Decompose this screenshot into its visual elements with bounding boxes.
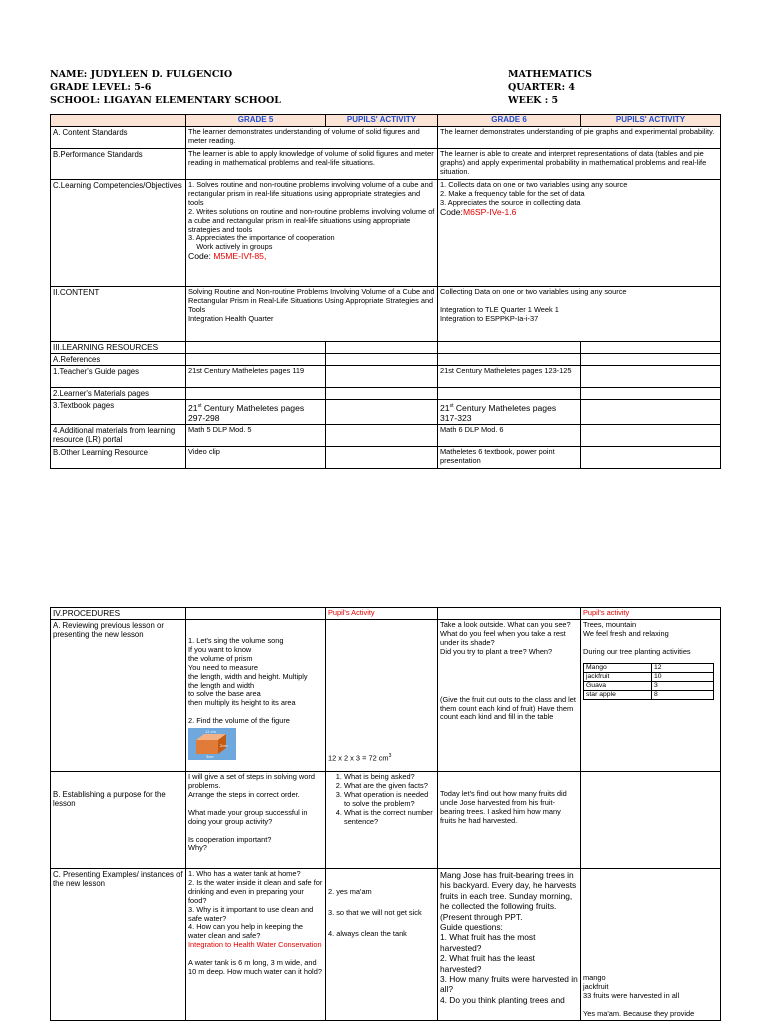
competency-line: 2. Writes solutions on routine and non-routine problems involving volume of a cube and rectangular prism in real-life situations using appropriate strategies and tools bbox=[188, 206, 435, 234]
content-row bbox=[51, 287, 721, 342]
pupil-activity-cell: 2. yes ma'am 3. so that we will not get sick 4. always clean the tank bbox=[326, 869, 438, 1021]
competency-code: M6SP-IVe-1.6 bbox=[462, 206, 517, 217]
pupil-activity-cell bbox=[326, 772, 438, 869]
row-label: B. Establishing a purpose for the lesson bbox=[51, 772, 186, 869]
competency-code: M5ME-IVf-85, bbox=[213, 251, 267, 262]
pupils-activity-header-5: Pupil's Activity bbox=[326, 608, 438, 620]
competencies-row bbox=[51, 180, 721, 287]
grade5-cell: 1. Let's sing the volume song If you want to know the volume of prism You need to measure the length, width and height. Multiply the length and width to solve the base area then multiply its height to its area 2. Find the volume of the figure 12 cm 2cm 3cm bbox=[186, 620, 326, 772]
fruit-row: Guava 3 bbox=[584, 681, 714, 690]
pupil-activity-cell: 12 x 2 x 3 = 72 $cm^3$ bbox=[326, 620, 438, 772]
competency-line: 3. Appreciates the source in collecting data bbox=[440, 197, 581, 207]
pupils-activity-header-5: PUPILS' ACTIVITY bbox=[326, 115, 438, 127]
competency-line: 3. Appreciates the importance of cooperation bbox=[188, 233, 335, 243]
row-label: A. Content Standards bbox=[51, 127, 186, 149]
textbook-pages: 297-298 bbox=[188, 412, 220, 423]
teacher-info bbox=[50, 68, 281, 107]
grade5-cell bbox=[186, 287, 438, 342]
content-line: Solving Routine and Non-routine Problems Involving Volume of a Cube and Rectangular Prism in Real-Life Situations Using Appropriate Strategies and Tools bbox=[188, 287, 435, 314]
week: WEEK : 5 bbox=[508, 95, 559, 106]
additional-materials-row bbox=[51, 425, 721, 447]
procedures-header: IV.PROCEDURES bbox=[51, 608, 186, 620]
competency-line: 1. Solves routine and non-routine problems involving volume of a cube and rectangular prism in real-life situations using appropriate strategies and tools bbox=[188, 180, 433, 207]
grade6-cell: Math 6 DLP Mod. 6 bbox=[438, 425, 581, 447]
procedures-table bbox=[50, 607, 721, 1021]
content-standards-row bbox=[51, 127, 721, 149]
grade5-cell: The learner demonstrates understanding of volume of solid figures and meter reading. bbox=[186, 127, 438, 149]
fruit-row: Mango 12 bbox=[584, 663, 714, 672]
fruit-row: star apple 8 bbox=[584, 690, 714, 699]
svg-text:12 cm: 12 cm bbox=[205, 730, 216, 735]
grade5-cell: I will give a set of steps in solving word problems. Arrange the steps in correct order. What made your group successful in doing your group activity? Is cooperation important? Why? bbox=[186, 772, 326, 869]
textbook-pages: 317-323 bbox=[440, 412, 472, 423]
health-integration-note: Integration to Health Water Conservation bbox=[188, 940, 322, 950]
code-label: Code: bbox=[440, 206, 463, 217]
grade6-cell: Mang Jose has fruit-bearing trees in his backyard. Every day, he harvests fruits in each tree. Sunday morning, he collected the following fruits. (Present through PPT. Guide questions: 1. What fruit has the most harvested? 2. What fruit has the least harvested? 3. How many fruits were harvested in all? 4. Do you think planting trees and bbox=[438, 869, 581, 1021]
grade6-cell bbox=[438, 180, 721, 287]
grade6-cell: Today let's find out how many fruits did uncle Jose harvested from his fruit-bearing trees. I asked him how many fruits he had harvested. bbox=[438, 772, 581, 869]
performance-standards-row bbox=[51, 149, 721, 180]
grade5-cell: The learner is able to apply knowledge of volume of solid figures and meter reading in mathematical problems and real-life situations. bbox=[186, 149, 438, 180]
grade6-cell: Take a look outside. What can you see? What do you feel when you take a rest under its shade? Did you try to plant a tree? When? (Give the fruit cut outs to the class and let them count each kind of fruit) Have them count each kind and fill in the table bbox=[438, 620, 581, 772]
grade6-cell bbox=[438, 287, 721, 342]
pupil-activity-cell: mango jackfruit 33 fruits were harvested in all Yes ma'am. Because they provide bbox=[581, 869, 721, 1021]
presenting-row bbox=[51, 869, 721, 1021]
fruit-frequency-table bbox=[583, 663, 714, 700]
school-name: SCHOOL: LIGAYAN ELEMENTARY SCHOOL bbox=[50, 95, 281, 106]
row-label: III.LEARNING RESOURCES bbox=[51, 342, 186, 354]
grade5-cell: Math 5 DLP Mod. 5 bbox=[186, 425, 326, 447]
code-label: Code: bbox=[188, 251, 214, 262]
grade5-cell: 21st Century Matheletes pages 119 bbox=[186, 366, 326, 388]
grade-level: GRADE LEVEL: 5-6 bbox=[50, 82, 152, 93]
volume-answer: 12 x 2 x 3 = 72 cm bbox=[328, 753, 389, 763]
grade5-header: GRADE 5 bbox=[186, 115, 326, 127]
row-label: B.Performance Standards bbox=[51, 149, 186, 180]
references-row bbox=[51, 354, 721, 366]
row-label: 2.Learner's Materials pages bbox=[51, 388, 186, 400]
other-resources-row bbox=[51, 447, 721, 469]
row-label: C. Presenting Examples/ instances of the new lesson bbox=[51, 869, 186, 1021]
textbook-row bbox=[51, 400, 721, 425]
competency-line: 1. Collects data on one or two variables using any source bbox=[440, 180, 628, 189]
content-line: Collecting Data on one or two variables using any source bbox=[440, 287, 627, 296]
purpose-row bbox=[51, 772, 721, 869]
grade5-cell: 21st Century Matheletes pages 297-298 bbox=[186, 400, 326, 425]
grade6-cell: Matheletes 6 textbook, power point presentation bbox=[438, 447, 581, 469]
quarter: QUARTER: 4 bbox=[508, 82, 575, 93]
svg-text:3cm: 3cm bbox=[206, 755, 214, 760]
pupils-activity-header-6: PUPILS' ACTIVITY bbox=[581, 115, 721, 127]
row-label: A. Reviewing previous lesson or presenting the new lesson bbox=[51, 620, 186, 772]
grade5-cell bbox=[186, 180, 438, 287]
grade6-cell: 21st Century Matheletes pages 123-125 bbox=[438, 366, 581, 388]
svg-text:2cm: 2cm bbox=[220, 744, 228, 749]
teacher-name: NAME: JUDYLEEN D. FULGENCIO bbox=[50, 69, 233, 80]
row-label: B.Other Learning Resource bbox=[51, 447, 186, 469]
content-line: Integration Health Quarter bbox=[188, 313, 274, 323]
grade5-cell: Video clip bbox=[186, 447, 326, 469]
content-line: Integration to TLE Quarter 1 Week 1 bbox=[440, 304, 559, 314]
row-label: C.Learning Competencies/Objectives bbox=[51, 180, 186, 287]
competency-line: 2. Make a frequency table for the set of data bbox=[440, 188, 585, 198]
lesson-plan-table bbox=[50, 114, 721, 469]
grade5-cell: 1. Who has a water tank at home? 2. Is the water inside it clean and safe for drinking and even in preparing your food? 3. Why is it important to use clean and safe water? 4. How can you help in keeping the water clean and safe? Integration to Health Water Conservation A water tank is 6 m long, 3 m wide, and 10 m deep. How much water can it hold? bbox=[186, 869, 326, 1021]
rectangular-prism-figure bbox=[188, 728, 236, 760]
learners-materials-row bbox=[51, 388, 721, 400]
reviewing-row bbox=[51, 620, 721, 772]
content-line: Integration to ESPPKP-Ia-i-37 bbox=[440, 313, 539, 323]
row-label: 3.Textbook pages bbox=[51, 400, 186, 425]
problem-solving-steps: 1. What is being asked? 2. What are the given facts? 3. What operation is needed to solve the problem? 4. What is the correct number sentence? bbox=[328, 773, 435, 826]
row-label: II.CONTENT bbox=[51, 287, 186, 342]
row-label: 4.Additional materials from learning resource (LR) portal bbox=[51, 425, 186, 447]
row-label: 1.Teacher's Guide pages bbox=[51, 366, 186, 388]
resources-row bbox=[51, 342, 721, 354]
grade6-cell: The learner demonstrates understanding of pie graphs and experimental probability. bbox=[438, 127, 721, 149]
grade6-cell: 21st Century Matheletes pages 317-323 bbox=[438, 400, 581, 425]
pupil-activity-cell: Trees, mountain We feel fresh and relaxing During our tree planting activities Mango 12 jackfruit 10 Guava 3 star apple 8 bbox=[581, 620, 721, 772]
row-label: A.References bbox=[51, 354, 186, 366]
grade6-cell: The learner is able to create and interpret representations of data (tables and pie graphs) and apply experimental probability in mathematical problems and real-life situation. bbox=[438, 149, 721, 180]
grade6-header: GRADE 6 bbox=[438, 115, 581, 127]
pupils-activity-header-6: Pupil's activity bbox=[581, 608, 721, 620]
teachers-guide-row bbox=[51, 366, 721, 388]
competency-line: Work actively in groups bbox=[188, 242, 273, 252]
fruit-row: jackfruit 10 bbox=[584, 672, 714, 681]
grade-header-row bbox=[51, 115, 721, 127]
subject-info bbox=[508, 68, 592, 107]
procedures-header-row bbox=[51, 608, 721, 620]
subject: MATHEMATICS bbox=[508, 69, 592, 80]
